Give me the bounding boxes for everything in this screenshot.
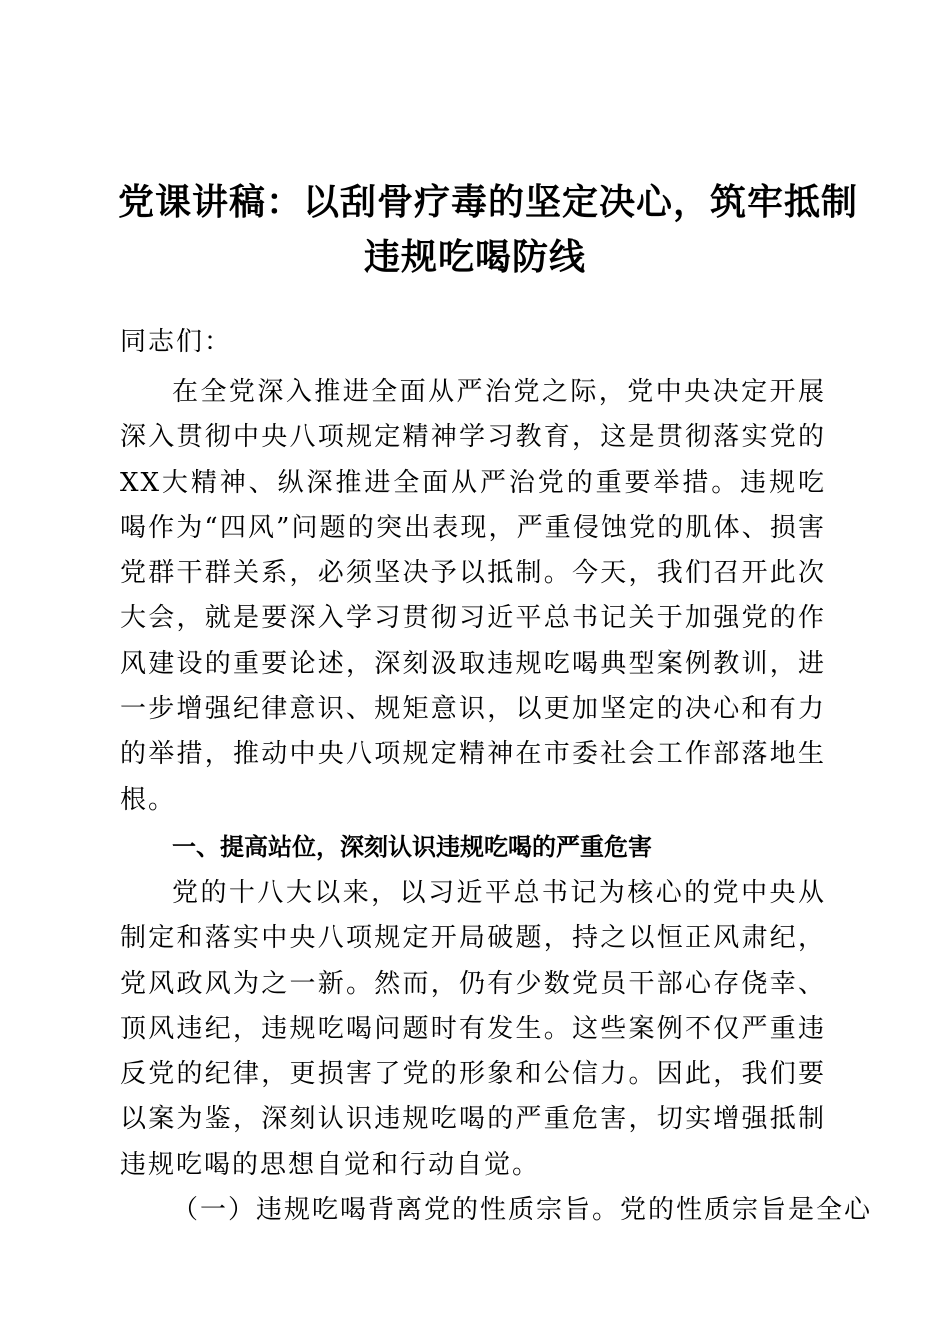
paragraph-section-1: 党的十八大以来，以习近平总书记为核心的党中央从制定和落实中央八项规定开局破题，持之以恒正风肃纪，党风政风为之一新。然而，仍有少数党员干部心存侥幸、顶风违纪，违规吃喝问题时有发生。这些案例不仅严重违反党的纪律，更损害了党的形象和公信力。因此，我们要以案为鉴，深刻认识违规吃喝的严重危害，切实增强抵制违规吃喝的思想自觉和行动自觉。 [120, 877, 826, 1180]
document-body [120, 320, 873, 1233]
subsection-heading-1: （一）违规吃喝背离党的性质宗旨。党的性质宗旨是全心 [172, 1195, 873, 1226]
title-line-2: 违规吃喝防线 [363, 237, 586, 278]
title-line-1: 党课讲稿：以刮骨疗毒的坚定决心，筑牢抵制 [118, 182, 859, 223]
document-title [118, 175, 859, 285]
paragraph-intro: 在全党深入推进全面从严治党之际，党中央决定开展深入贯彻中央八项规定精神学习教育，这是贯彻落实党的XX大精神、纵深推进全面从严治党的重要举措。违规吃喝作为“四风”问题的突出表现，严重侵蚀党的肌体、损害党群干群关系，必须坚决予以抵制。今天，我们召开此次大会，就是要深入学习贯彻习近平总书记关于加强党的作风建设的重要论述，深刻汲取违规吃喝典型案例教训，进一步增强纪律意识、规矩意识，以更加坚定的决心和有力的举措，推动中央八项规定精神在市委社会工作部落地生根。 [120, 377, 826, 815]
salutation: 同志们： [120, 327, 233, 357]
section-heading-1: 一、提高站位，深刻认识违规吃喝的严重危害 [172, 832, 652, 861]
